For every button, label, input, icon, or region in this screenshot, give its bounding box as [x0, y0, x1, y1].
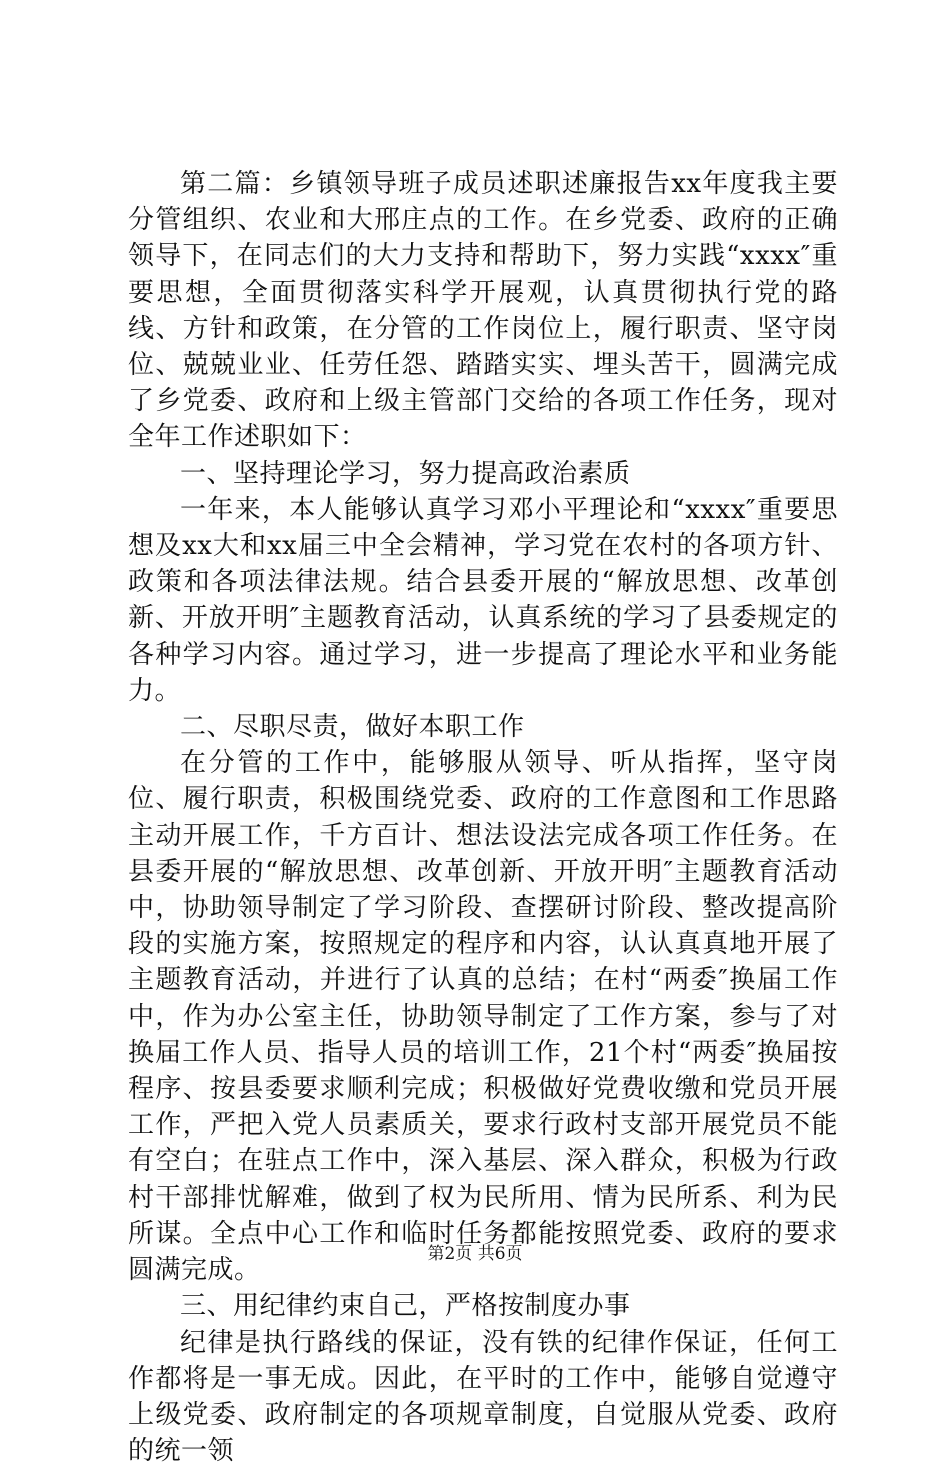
section-3-paragraph: 纪律是执行路线的保证，没有铁的纪律作保证，任何工作都将是一事无成。因此，在平时的工作中，能够自觉遵守上级党委、政府制定的各项规章制度，自觉服从党委、政府的统一领	[128, 1325, 838, 1469]
intro-paragraph: 第二篇：乡镇领导班子成员述职述廉报告xx年度我主要分管组织、农业和大邢庄点的工作。在乡党委、政府的正确领导下，在同志们的大力支持和帮助下，努力实践“xxxx″重要思想，全面贯彻落实科学开展观，认真贯彻执行党的路线、方针和政策，在分管的工作岗位上，履行职责、坚守岗位、兢兢业业、任劳任怨、踏踏实实、埋头苦干，圆满完成了乡党委、政府和上级主管部门交给的各项工作任务，现对全年工作述职如下：	[128, 166, 838, 456]
document-body	[128, 166, 838, 1469]
page-number-footer: 第2页 共6页	[0, 1243, 950, 1265]
section-3-heading: 三、用纪律约束自己，严格按制度办事	[128, 1288, 838, 1324]
section-1-heading: 一、坚持理论学习，努力提高政治素质	[128, 456, 838, 492]
section-1-paragraph: 一年来，本人能够认真学习邓小平理论和“xxxx″重要思想及xx大和xx届三中全会精神，学习党在农村的各项方针、政策和各项法律法规。结合县委开展的“解放思想、改革创新、开放开明″主题教育活动，认真系统的学习了县委规定的各种学习内容。通过学习，进一步提高了理论水平和业务能力。	[128, 492, 838, 709]
section-2-paragraph: 在分管的工作中，能够服从领导、听从指挥，坚守岗位、履行职责，积极围绕党委、政府的工作意图和工作思路主动开展工作，千方百计、想法设法完成各项工作任务。在县委开展的“解放思想、改革创新、开放开明″主题教育活动中，协助领导制定了学习阶段、查摆研讨阶段、整改提高阶段的实施方案，按照规定的程序和内容，认认真真地开展了主题教育活动，并进行了认真的总结；在村“两委″换届工作中，作为办公室主任，协助领导制定了工作方案，参与了对换届工作人员、指导人员的培训工作，21个村“两委″换届按程序、按县委要求顺利完成；积极做好党费收缴和党员开展工作，严把入党人员素质关，要求行政村支部开展党员不能有空白；在驻点工作中，深入基层、深入群众，积极为行政村干部排忧解难，做到了权为民所用、情为民所系、利为民所谋。全点中心工作和临时任务都能按照党委、政府的要求圆满完成。	[128, 745, 838, 1288]
section-2-heading: 二、尽职尽责，做好本职工作	[128, 709, 838, 745]
